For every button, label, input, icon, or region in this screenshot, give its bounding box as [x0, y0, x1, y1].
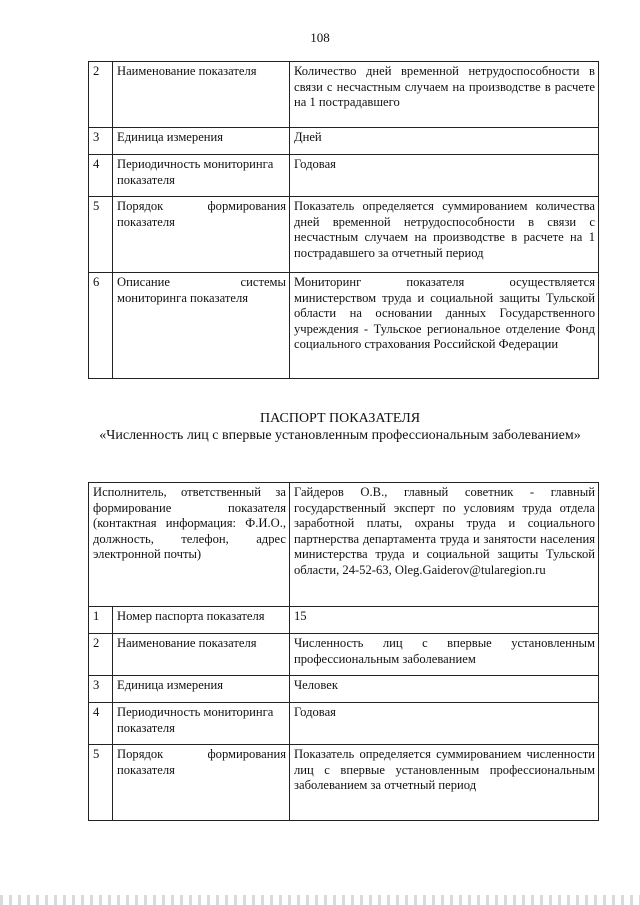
row-label: Периодичность мониторинга показателя — [113, 155, 290, 197]
row-value: 15 — [290, 607, 599, 634]
passport-title — [90, 410, 590, 444]
table-row — [89, 155, 599, 197]
row-value: Мониторинг показателя осуществляется министерством труда и социальной защиты Тульской области на основании данных Государственного учреждения - Тульское региональное отделение Фонд социального страхования Российской Федерации — [290, 273, 599, 379]
row-value: Показатель определяется суммированием численности лиц с впервые установленным профессиональным заболеванием за отчетный период — [290, 745, 599, 821]
row-value: Человек — [290, 676, 599, 703]
row-value: Годовая — [290, 155, 599, 197]
table-row — [89, 197, 599, 273]
row-label: Описание системы мониторинга показателя — [113, 273, 290, 379]
row-value: Количество дней временной нетрудоспособности в связи с несчастным случаем на производстве в расчете на 1 пострадавшего — [290, 62, 599, 128]
row-number: 3 — [89, 676, 113, 703]
scan-edge-artifact — [0, 895, 640, 905]
row-number: 4 — [89, 155, 113, 197]
indicator-table-continued — [88, 61, 599, 379]
table-row — [89, 703, 599, 745]
table-row — [89, 745, 599, 821]
row-label: Периодичность мониторинга показателя — [113, 703, 290, 745]
row-label: Порядок формирования показателя — [113, 745, 290, 821]
executor-label: Исполнитель, ответственный за формирование показателя (контактная информация: Ф.И.О., должность, телефон, адрес электронной почты) — [89, 483, 290, 607]
table-row — [89, 607, 599, 634]
table-row — [89, 634, 599, 676]
row-number: 6 — [89, 273, 113, 379]
row-label: Наименование показателя — [113, 62, 290, 128]
row-number: 2 — [89, 62, 113, 128]
executor-value: Гайдеров О.В., главный советник - главный государственный эксперт по условиям труда отдела заработной платы, охраны труда и социального партнерства департамента труда и занятости населения министерства труда и социальной защиты Тульской области, 24-52-63, Oleg.Gaiderov@tularegion.ru — [290, 483, 599, 607]
row-label: Наименование показателя — [113, 634, 290, 676]
row-number: 3 — [89, 128, 113, 155]
row-number: 5 — [89, 197, 113, 273]
page-number: 108 — [310, 30, 330, 45]
passport-subtitle: «Численность лиц с впервые установленным профессиональным заболеванием» — [99, 428, 581, 443]
row-value: Дней — [290, 128, 599, 155]
passport-heading: ПАСПОРТ ПОКАЗАТЕЛЯ — [259, 411, 421, 426]
passport-table — [88, 482, 599, 821]
row-value: Годовая — [290, 703, 599, 745]
table-row — [89, 128, 599, 155]
row-value: Численность лиц с впервые установленным профессиональным заболеванием — [290, 634, 599, 676]
table-row — [89, 483, 599, 607]
row-label: Единица измерения — [113, 128, 290, 155]
table-row — [89, 676, 599, 703]
row-number: 2 — [89, 634, 113, 676]
row-label: Единица измерения — [113, 676, 290, 703]
row-number: 5 — [89, 745, 113, 821]
row-number: 1 — [89, 607, 113, 634]
table-row — [89, 273, 599, 379]
row-label: Порядок формирования показателя — [113, 197, 290, 273]
row-label: Номер паспорта показателя — [113, 607, 290, 634]
row-number: 4 — [89, 703, 113, 745]
table-row — [89, 62, 599, 128]
row-value: Показатель определяется суммированием количества дней временной нетрудоспособности в связи с несчастным случаем на производстве в расчете на 1 пострадавшего за отчетный период — [290, 197, 599, 273]
